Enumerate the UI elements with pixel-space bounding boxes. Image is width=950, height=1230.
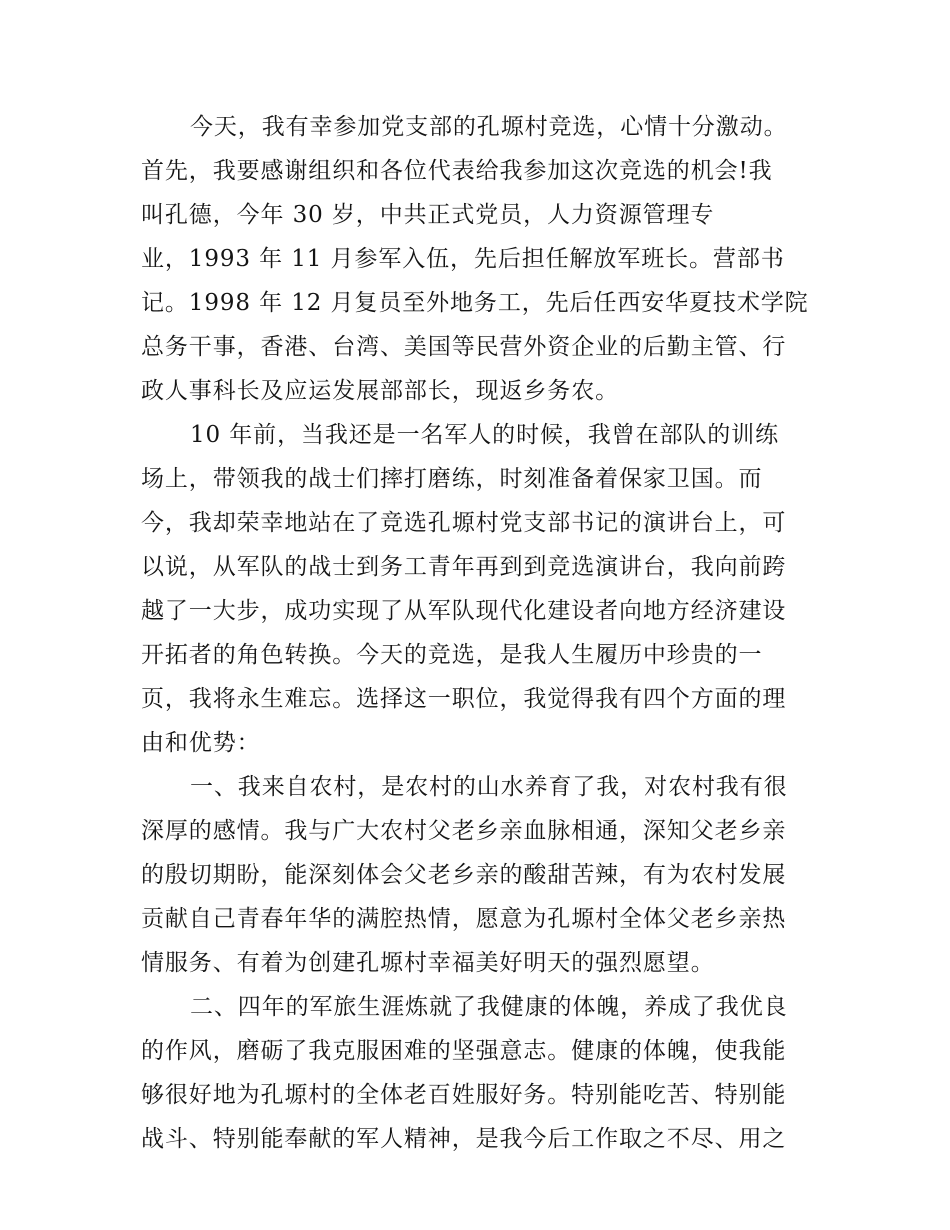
line-text: 叫孔德，今年 30 岁，中共正式党员，人力资源管理专	[141, 202, 715, 228]
text-line	[0, 677, 950, 721]
line-text: 战斗、特别能奉献的军人精神，是我今后工作取之不尽、用之	[141, 1126, 787, 1152]
line-text: 深厚的感情。我与广大农村父老乡亲血脉相通，深知父老乡亲	[141, 818, 787, 844]
text-line	[0, 1073, 950, 1117]
line-text: 贡献自己青春年华的满腔热情，愿意为孔塬村全体父老乡亲热	[141, 906, 787, 932]
text-line	[0, 149, 950, 193]
line-text: 二、四年的军旅生涯炼就了我健康的体魄，养成了我优良	[190, 994, 788, 1020]
text-line	[0, 721, 950, 765]
text-line	[0, 1117, 950, 1161]
line-text: 开拓者的角色转换。今天的竞选，是我人生履历中珍贵的一	[141, 642, 763, 668]
text-line	[0, 941, 950, 985]
line-text: 情服务、有着为创建孔塬村幸福美好明天的强烈愿望。	[141, 950, 715, 976]
line-text: 以说，从军队的战士到务工青年再到到竞选演讲台，我向前跨	[141, 554, 787, 580]
line-text: 页，我将永生难忘。选择这一职位，我觉得我有四个方面的理	[141, 686, 787, 712]
text-line	[0, 985, 950, 1029]
line-text: 业，1993 年 11 月参军入伍，先后担任解放军班长。营部书	[141, 246, 785, 272]
line-text: 够很好地为孔塬村的全体老百姓服好务。特别能吃苦、特别能	[141, 1082, 787, 1108]
line-text: 总务干事，香港、台湾、美国等民营外资企业的后勤主管、行	[141, 334, 787, 360]
line-text: 的作风，磨砺了我克服困难的坚强意志。健康的体魄，使我能	[141, 1038, 787, 1064]
text-line	[0, 633, 950, 677]
line-text: 今，我却荣幸地站在了竞选孔塬村党支部书记的演讲台上，可	[141, 510, 787, 536]
line-text: 政人事科长及应运发展部部长，现返乡务农。	[141, 378, 619, 404]
text-line	[0, 809, 950, 853]
line-text: 由和优势：	[141, 730, 261, 756]
line-text: 一、我来自农村，是农村的山水养育了我，对农村我有很	[190, 774, 788, 800]
text-line	[0, 897, 950, 941]
text-line	[0, 369, 950, 413]
text-line	[0, 1029, 950, 1073]
text-line	[0, 545, 950, 589]
text-line	[0, 457, 950, 501]
text-line	[0, 765, 950, 809]
line-text: 首先，我要感谢组织和各位代表给我参加这次竞选的机会!我	[141, 158, 773, 184]
text-line	[0, 501, 950, 545]
text-line	[0, 325, 950, 369]
line-text: 记。1998 年 12 月复员至外地务工，先后任西安华夏技术学院	[141, 290, 809, 316]
text-line	[0, 853, 950, 897]
text-line	[0, 281, 950, 325]
text-line	[0, 237, 950, 281]
text-line	[0, 105, 950, 149]
text-line	[0, 413, 950, 457]
line-text: 场上，带领我的战士们摔打磨练，时刻准备着保家卫国。而	[141, 466, 763, 492]
line-text: 今天，我有幸参加党支部的孔塬村竞选，心情十分激动。	[190, 114, 788, 140]
line-text: 的殷切期盼，能深刻体会父老乡亲的酸甜苦辣，有为农村发展	[141, 862, 787, 888]
text-line	[0, 193, 950, 237]
line-text: 10 年前，当我还是一名军人的时候，我曾在部队的训练	[190, 422, 779, 448]
line-text: 越了一大步，成功实现了从军队现代化建设者向地方经济建设	[141, 598, 787, 624]
text-line	[0, 589, 950, 633]
